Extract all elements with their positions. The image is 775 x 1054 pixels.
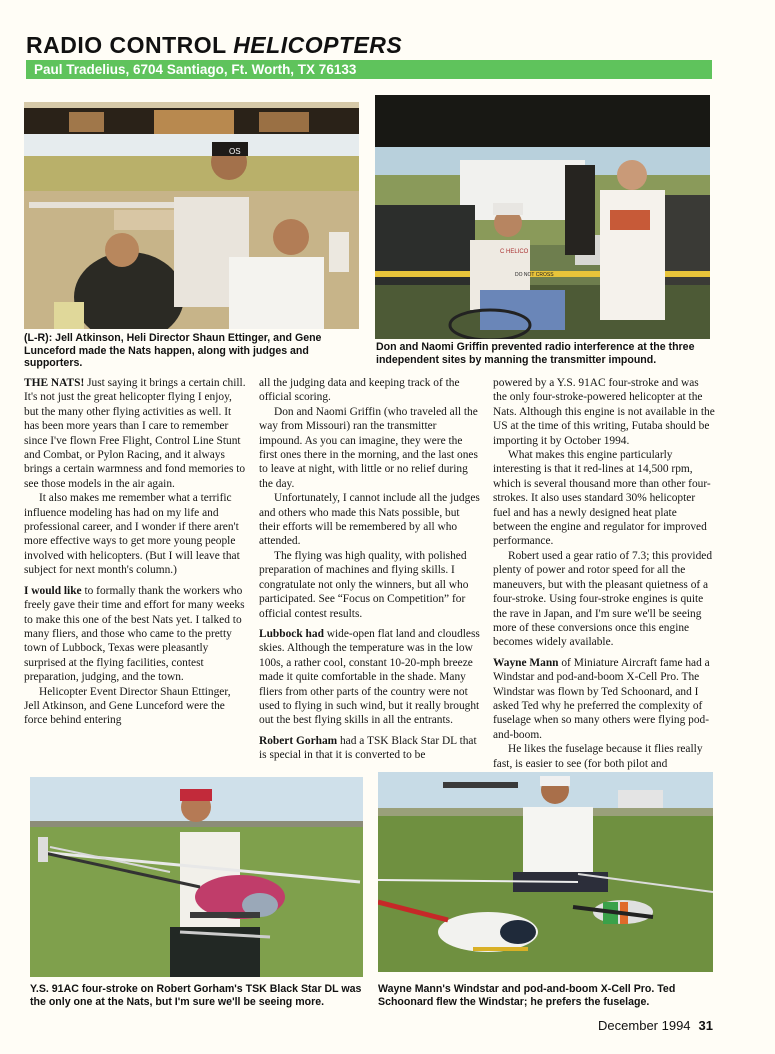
photo-griffins-impound (375, 95, 710, 339)
column-title (26, 32, 402, 59)
photo-nats-organizers (24, 102, 359, 329)
issue-date: December 1994 (598, 1018, 691, 1033)
tape-text: DO NOT CROSS (515, 272, 554, 278)
lead-in: THE NATS! (24, 377, 85, 389)
title-italic: HELICOPTERS (233, 32, 403, 58)
paragraph: THE NATS! Just saying it brings a certain chill. It's not just the great helicopter flying I enjoy, but the many other flying activities as well. It has been more years than I care to remember since I've flown Free Flight, Control Line Stunt and Combat, or Pylon Racing, and it always brings a certain warmness and fond memories to see those models in the air again. (24, 377, 246, 490)
photo-gorham-helicopter (30, 777, 363, 977)
article-column-2 (259, 376, 481, 763)
paragraph: all the judging data and keeping track of the official scoring. (259, 377, 460, 404)
photo-mann-helicopters (378, 772, 713, 972)
paragraph: I would like to formally thank the workers who freely gave their time and effort for many weeks to make this one of the best Nats yet. I talked to many fliers, and those who came to the pretty town of Lubbock, Texas were pleasantly surprised at the flying facilities, contest preparation, judging, and the town. (24, 584, 245, 684)
caption-photo1: (L-R): Jell Atkinson, Heli Director Shaun Ettinger, and Gene Lunceford made the Nats happen, along with judges and supporters. (24, 332, 322, 370)
lead-in: Robert Gorham (259, 734, 338, 747)
paragraph: Unfortunately, I cannot include all the judges and others who made this Nats possible, but their efforts will be remembered by all who attended. (259, 492, 480, 548)
paragraph: Robert Gorham had a TSK Black Star DL that is special in that it is converted to be (259, 734, 477, 762)
paragraph: Helicopter Event Director Shaun Ettinger, Jell Atkinson, and Gene Lunceford were the force behind entering (24, 685, 231, 727)
hat-logo-text: C HELICO (500, 249, 529, 255)
paragraph: It also makes me remember what a terrific influence modeling has had on my life and professional career, and I wonder if there aren't more effective ways to get more young people involved with helicopters. (But I will leave that subject for next month's column.) (24, 492, 240, 577)
paragraph: powered by a Y.S. 91AC four-stroke and was the only four-stroke-powered helicopter at the Nats. Although this engine is not available in the US at the time of this writing, Futaba should be importing it by October 1994. (493, 377, 715, 447)
paragraph: Robert used a gear ratio of 7.3; this provided plenty of power and rotor speed for all the maneuvers, but with the pleasant quietness of a four-stroke. Using four-stroke engines is quite the rave in Japan, and I'm sure we'll be seeing more of these conversions once this engine becomes widely available. (493, 549, 713, 649)
caption-photo4: Wayne Mann's Windstar and pod-and-boom X-Cell Pro. Ted Schoonard flew the Windstar; he prefers the fuselage. (378, 983, 676, 1008)
title-plain: RADIO CONTROL (26, 32, 227, 58)
caption-photo3: Y.S. 91AC four-stroke on Robert Gorham's TSK Black Star DL was the only one at the Nats, but I'm sure we'll be seeing more. (30, 983, 362, 1008)
lead-in: Lubbock had (259, 627, 324, 640)
paragraph: He likes the fuselage because it flies really fast, is easier to see (for both pilot and (493, 743, 703, 770)
article-column-1 (24, 376, 246, 728)
paragraph: The flying was high quality, with polished preparation of machines and flying skills. I congratulate not only the winners, but all who participated. See “Focus on Competition” for official contest results. (259, 549, 469, 620)
caption-photo2: Don and Naomi Griffin prevented radio interference at the three independent sites by manning the transmitter impound. (376, 341, 695, 366)
lead-in: I would like (24, 584, 82, 597)
cap-logo-text: OS (229, 147, 241, 156)
lead-in: Wayne Mann (493, 656, 559, 669)
paragraph: Lubbock had wide-open flat land and cloudless skies. Although the temperature was in the low 100s, a rather cool, constant 10-20-mph breeze made it quite comfortable in the shade. Many fliers from other parts of the country were not used to flying in such wind, but it really brought out the best flying skills in all the entrants. (259, 627, 480, 727)
paragraph: What makes this engine particularly interesting is that it red-lines at 14,500 rpm, which is several thousand more than other four-strokes. It also uses standard 30% helicopter fuel and has a newly designed heat plate between the engine and regulator for improved performance. (493, 449, 711, 548)
page-number: 31 (698, 1018, 713, 1033)
paragraph: Wayne Mann of Miniature Aircraft fame had a Windstar and pod-and-boom X-Cell Pro. The Windstar was flown by Ted Schoonard, and I asked Ted why he preferred the complexity of fuselage when so many others were flying pod-and-boom. (493, 656, 710, 741)
page-footer (598, 1018, 713, 1033)
author-byline: Paul Tradelius, 6704 Santiago, Ft. Worth, TX 76133 (26, 60, 712, 79)
paragraph: Don and Naomi Griffin (who traveled all the way from Missouri) ran the transmitter impound. As you can imagine, they were the first ones there in the morning, and the last ones to leave at night, with little or no relief during the day. (259, 405, 478, 490)
article-column-3 (493, 376, 715, 771)
